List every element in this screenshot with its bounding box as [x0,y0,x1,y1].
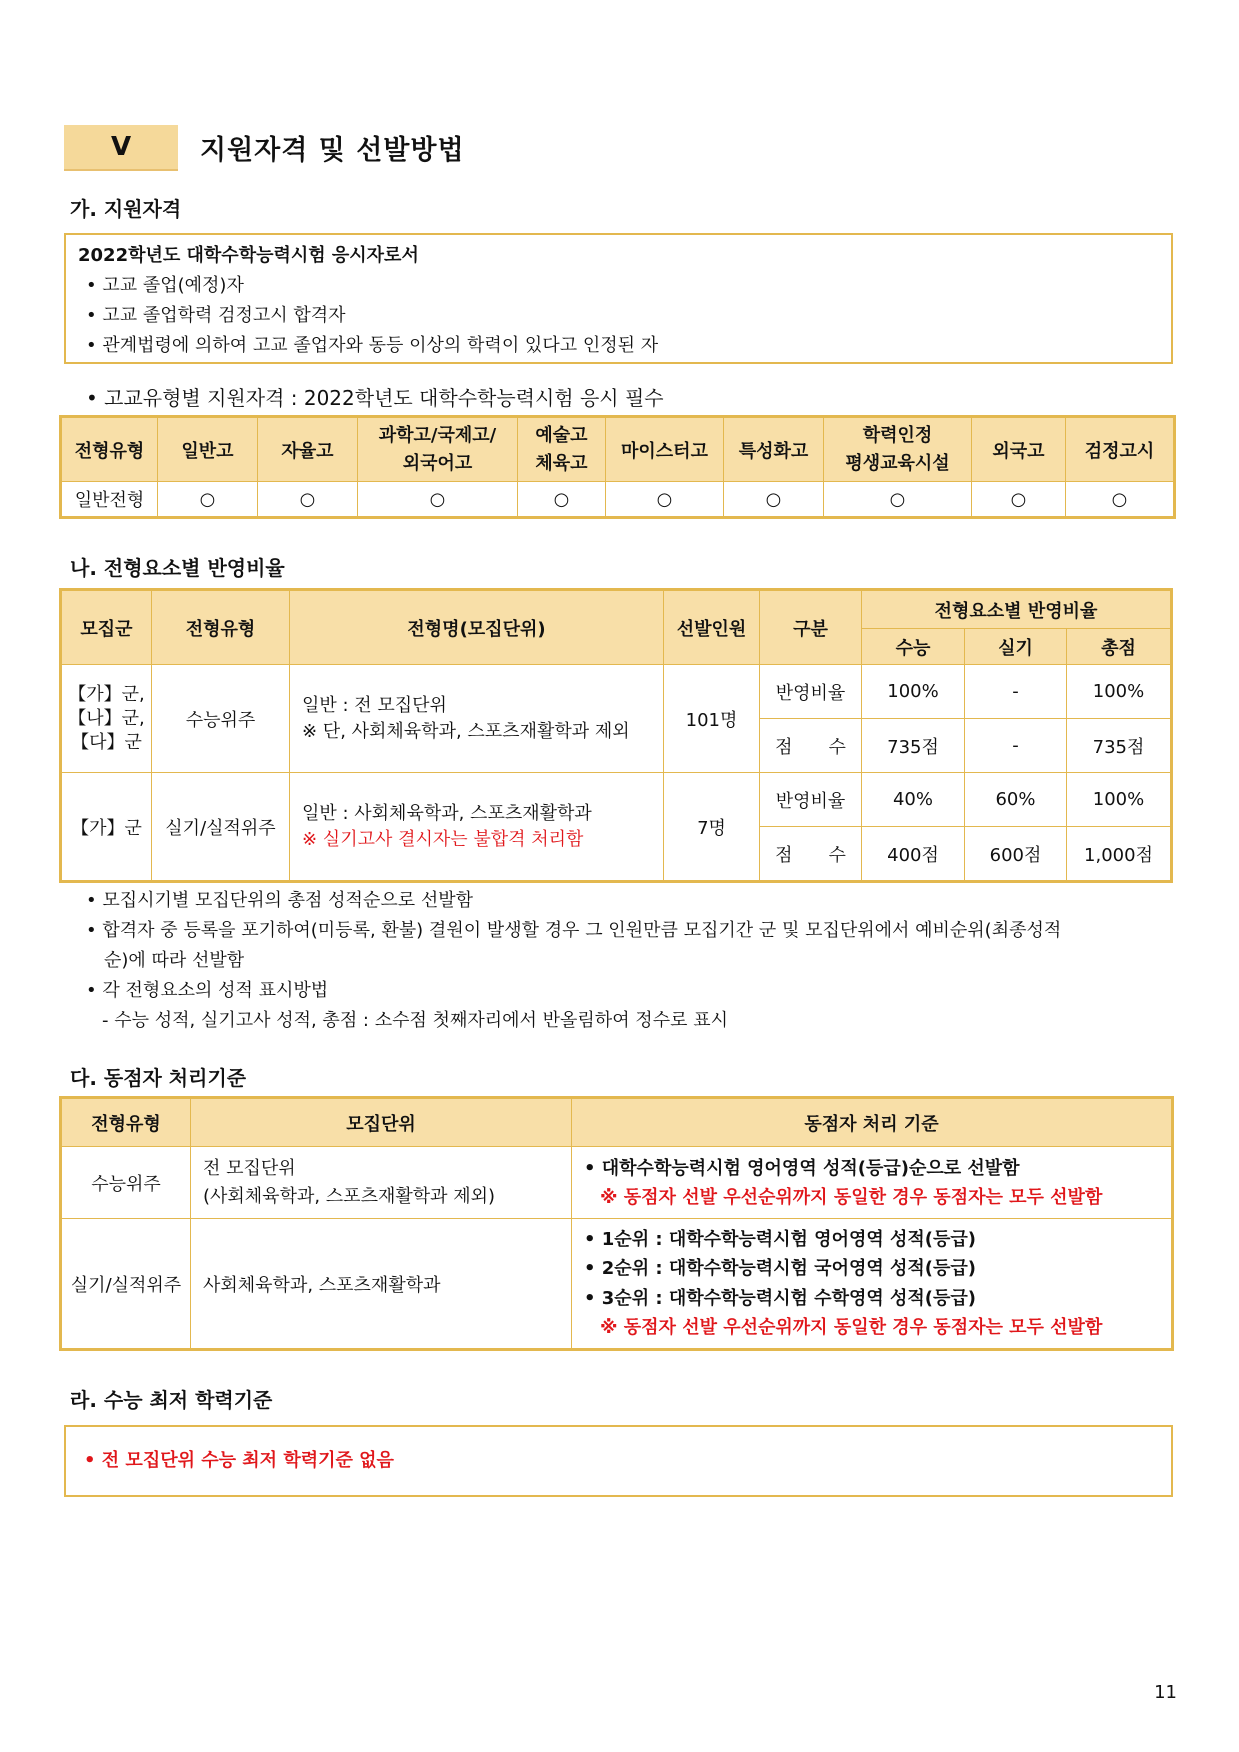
table-cell: ○ [258,482,358,517]
table-cell: - [965,719,1067,773]
table-cell: 수능위주 [152,665,290,773]
table-cell: ○ [1066,482,1174,517]
table-cell: 반영비율 [760,773,862,827]
unit-text: 일반 : 전 모집단위 [302,694,447,716]
table-cell: 점 수 [760,719,862,773]
table-cell: 사회체육학과, 스포츠재활학과 [191,1219,572,1349]
table-cell: 【가】군 [62,773,152,881]
eligibility-box [64,233,1173,364]
section-ra-title: 라. 수능 최저 학력기준 [70,1388,273,1412]
header-cell: 선발인원 [664,591,760,665]
header-cell: 예술고 체육고 [518,418,606,482]
table-cell [290,773,664,881]
table-cell: 실기/실적위주 [62,1219,191,1349]
minimum-standard-item: • 전 모집단위 수능 최저 학력기준 없음 [84,1450,394,1471]
table-cell: 40% [862,773,965,827]
note-item: • 모집시기별 모집단위의 총점 성적순으로 선발함 [86,890,473,911]
table-cell: ○ [158,482,258,517]
table-cell: 수능위주 [62,1147,191,1219]
header-cell: 마이스터고 [606,418,724,482]
header-cell: 수능 [862,629,965,665]
header-cell: 과학고/국제고/ 외국어고 [358,418,518,482]
unit-note: ※ 실기고사 결시자는 불합격 처리함 [302,828,584,850]
table-cell: 735점 [1067,719,1171,773]
header-cell: 검정고시 [1066,418,1174,482]
table-cell: ○ [724,482,824,517]
table-cell: 600점 [965,827,1067,881]
chapter-title: 지원자격 및 선발방법 [200,135,465,166]
table-cell: 7명 [664,773,760,881]
table-cell: 실기/실적위주 [152,773,290,881]
unit-note: ※ 단, 사회체육학과, 스포츠재활학과 제외 [302,720,630,742]
eligibility-note: • 고교유형별 지원자격 : 2022학년도 대학수학능력시험 응시 필수 [86,386,664,410]
header-cell: 특성화고 [724,418,824,482]
unit-text: 일반 : 사회체육학과, 스포츠재활학과 [302,802,592,824]
table-cell [572,1147,1172,1219]
eligibility-item: • 관계법령에 의하여 고교 졸업자와 동등 이상의 학력이 있다고 인정된 자 [86,335,659,356]
criteria-item: • 2순위 : 대학수학능력시험 국어영역 성적(등급) [584,1258,977,1279]
table-cell: ○ [824,482,972,517]
school-type-table [61,417,1174,517]
table-cell: 400점 [862,827,965,881]
note-item: • 각 전형요소의 성적 표시방법 [86,980,329,1001]
note-item: 순)에 따라 선발함 [104,950,245,971]
section-da-title: 다. 동점자 처리기준 [70,1066,247,1090]
header-cell: 동점자 처리 기준 [572,1099,1172,1147]
header-cell: 전형요소별 반영비율 [862,591,1171,629]
table-cell: ○ [358,482,518,517]
table-cell: 100% [1067,773,1171,827]
unit-text: (사회체육학과, 스포츠재활학과 제외) [203,1185,496,1207]
header-cell: 일반고 [158,418,258,482]
header-cell: 학력인정 평생교육시설 [824,418,972,482]
criteria-note: ※ 동점자 선발 우선순위까지 동일한 경우 동점자는 모두 선발함 [600,1317,1103,1338]
note-item: - 수능 성적, 실기고사 성적, 총점 : 소수점 첫째자리에서 반올림하여 정수로 표시 [102,1010,728,1031]
header-cell: 외국고 [972,418,1066,482]
eligibility-item: • 고교 졸업학력 검정고시 합격자 [86,305,346,326]
table-cell: 735점 [862,719,965,773]
table-cell: 【가】군, 【나】군, 【다】군 [62,665,152,773]
table-cell: 60% [965,773,1067,827]
table-cell: - [965,665,1067,719]
header-cell: 모집군 [62,591,152,665]
table-cell [290,665,664,773]
header-cell: 구분 [760,591,862,665]
unit-text: 전 모집단위 [203,1157,296,1179]
eligibility-item: • 고교 졸업(예정)자 [86,275,244,296]
table-cell: 100% [862,665,965,719]
section-na-title: 나. 전형요소별 반영비율 [70,556,285,580]
section-ga-title: 가. 지원자격 [70,197,182,221]
table-cell: 1,000점 [1067,827,1171,881]
criteria-item: • 3순위 : 대학수학능력시험 수학영역 성적(등급) [584,1287,977,1309]
eligibility-heading: 2022학년도 대학수학능력시험 응시자로서 [78,245,419,266]
criteria-note: ※ 동점자 선발 우선순위까지 동일한 경우 동점자는 모두 선발함 [600,1186,1103,1208]
table-cell [191,1147,572,1219]
minimum-standard-box [64,1425,1173,1497]
page-number: 11 [1154,1682,1177,1703]
chapter-number: Ⅴ [64,125,178,171]
criteria-item: • 대학수학능력시험 영어영역 성적(등급)순으로 선발함 [584,1157,1020,1179]
header-cell: 전형유형 [152,591,290,665]
table-cell: ○ [972,482,1066,517]
table-cell: ○ [606,482,724,517]
table-cell: ○ [518,482,606,517]
table-cell: 반영비율 [760,665,862,719]
table-cell: 일반전형 [62,482,158,517]
ratio-table [61,590,1171,881]
header-cell: 자율고 [258,418,358,482]
criteria-item: • 1순위 : 대학수학능력시험 영어영역 성적(등급) [584,1228,977,1250]
table-cell: 점 수 [760,827,862,881]
header-cell: 총점 [1067,629,1171,665]
header-cell: 전형유형 [62,418,158,482]
note-item: • 합격자 중 등록을 포기하여(미등록, 환불) 결원이 발생할 경우 그 인원만큼 모집기간 군 및 모집단위에서 예비순위(최종성적 [86,920,1062,941]
header-cell: 모집단위 [191,1099,572,1147]
table-cell: 100% [1067,665,1171,719]
header-cell: 실기 [965,629,1067,665]
table-cell: 101명 [664,665,760,773]
header-cell: 전형유형 [62,1099,191,1147]
table-cell [572,1219,1172,1349]
tiebreak-table [61,1098,1172,1349]
header-cell: 전형명(모집단위) [290,591,664,665]
